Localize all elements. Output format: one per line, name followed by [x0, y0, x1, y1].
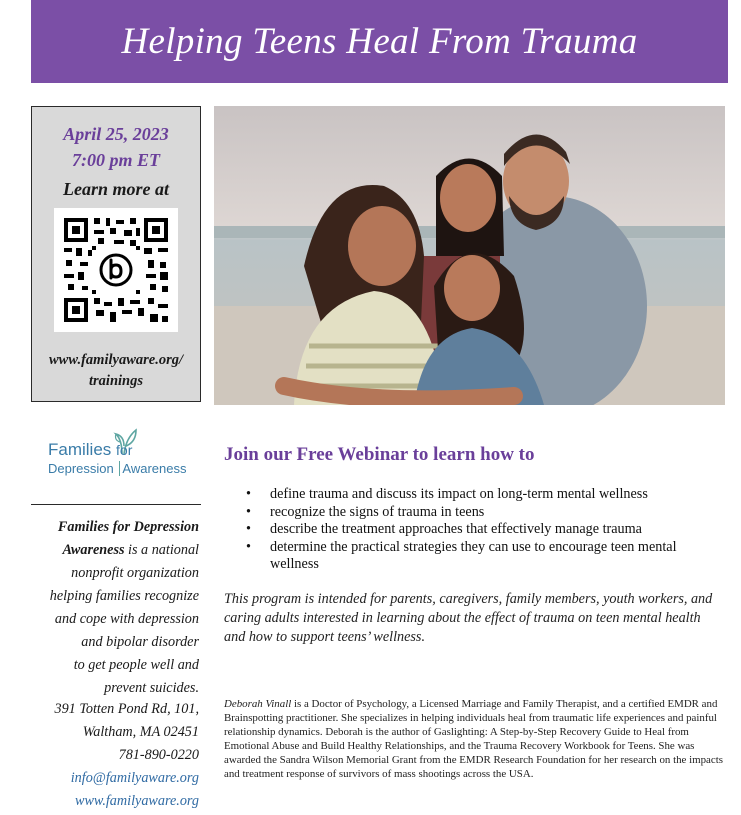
logo-word-depression: Depression: [48, 461, 114, 476]
program-description: This program is intended for parents, caregivers, family members, youth workers, and caring adults interested in learning about the effect of trauma on teen mental health and how to support teens’ wellness.: [224, 591, 713, 645]
event-url-line2: trainings: [89, 373, 143, 389]
phone-number: 781-890-0220: [118, 747, 199, 763]
logo-line2: [48, 461, 186, 476]
logo-word-awareness: Awareness: [122, 461, 187, 476]
logo-line1: [48, 440, 132, 460]
org-desc-line: and cope with depression: [54, 611, 199, 627]
page-title: Helping Teens Heal From Trauma: [121, 21, 638, 62]
event-time: 7:00 pm ET: [72, 150, 160, 170]
presenter-bio: [224, 697, 724, 781]
org-name-line2: Awareness: [62, 542, 125, 558]
event-info-box: [31, 106, 201, 402]
list-item: • determine the practical strategies they can use to encourage teen mental wellness: [246, 539, 716, 574]
org-name-line2-wrap: [31, 539, 199, 562]
learning-objectives: [246, 486, 716, 574]
presenter-name: Deborah Vinall: [224, 698, 292, 710]
event-date: April 25, 2023: [63, 124, 169, 144]
website-link[interactable]: www.familyaware.org: [74, 793, 199, 809]
org-desc-line: to get people well and: [73, 657, 199, 673]
org-desc-line: helping families recognize: [49, 588, 199, 604]
event-url-line1: www.familyaware.org/: [49, 352, 183, 368]
org-desc-line: prevent suicides.: [104, 680, 199, 696]
org-desc-line: nonprofit organization: [71, 565, 199, 581]
webinar-heading: Join our Free Webinar to learn how to: [224, 444, 535, 465]
sidebar-divider: [31, 504, 201, 505]
logo-word-for: for: [116, 442, 133, 458]
event-url[interactable]: [32, 350, 200, 392]
qr-code[interactable]: [54, 208, 178, 332]
event-datetime: [32, 121, 200, 173]
title-banner: [31, 0, 728, 83]
learn-more-label: Learn more at: [63, 179, 169, 199]
org-description: [31, 516, 199, 700]
address-line1: 391 Totten Pond Rd, 101,: [54, 701, 199, 717]
org-name-line1: Families for Depression: [57, 519, 199, 535]
logo-word-families: Families: [48, 440, 112, 459]
email-link[interactable]: info@familyaware.org: [70, 770, 199, 786]
list-item: • describe the treatment approaches that effectively manage trauma: [246, 521, 716, 539]
family-photo-image: [214, 106, 725, 405]
presenter-bio-text: is a Doctor of Psychology, a Licensed Marriage and Family Therapist, and a certified EMDR and Brainspotting practitioner. She specializes in helping individuals heal from traumatic life experiences and painful relationship dynamics. Deborah is the author of Gaslighting: A Step-by-Step Recovery Guide to Heal from Emotional Abuse and Build Healthy Relationships, and the Trauma Recovery Workbook for Teens. She was awarded the Sandra Wilson Memorial Grant from the EMDR Research Foundation for her research on the impacts and treatment response of survivors of mass shootings across the USA.: [224, 698, 723, 780]
family-photo: [214, 106, 725, 405]
list-item: • recognize the signs of trauma in teens: [246, 504, 716, 522]
list-item: • define trauma and discuss its impact on long-term mental wellness: [246, 486, 716, 504]
org-desc-rest: is a national: [124, 542, 199, 558]
ffda-logo: [48, 428, 208, 488]
qr-code-icon: [64, 218, 168, 322]
org-desc-line: and bipolar disorder: [81, 634, 199, 650]
org-contact: [31, 698, 199, 813]
address-line2: Waltham, MA 02451: [82, 724, 199, 740]
